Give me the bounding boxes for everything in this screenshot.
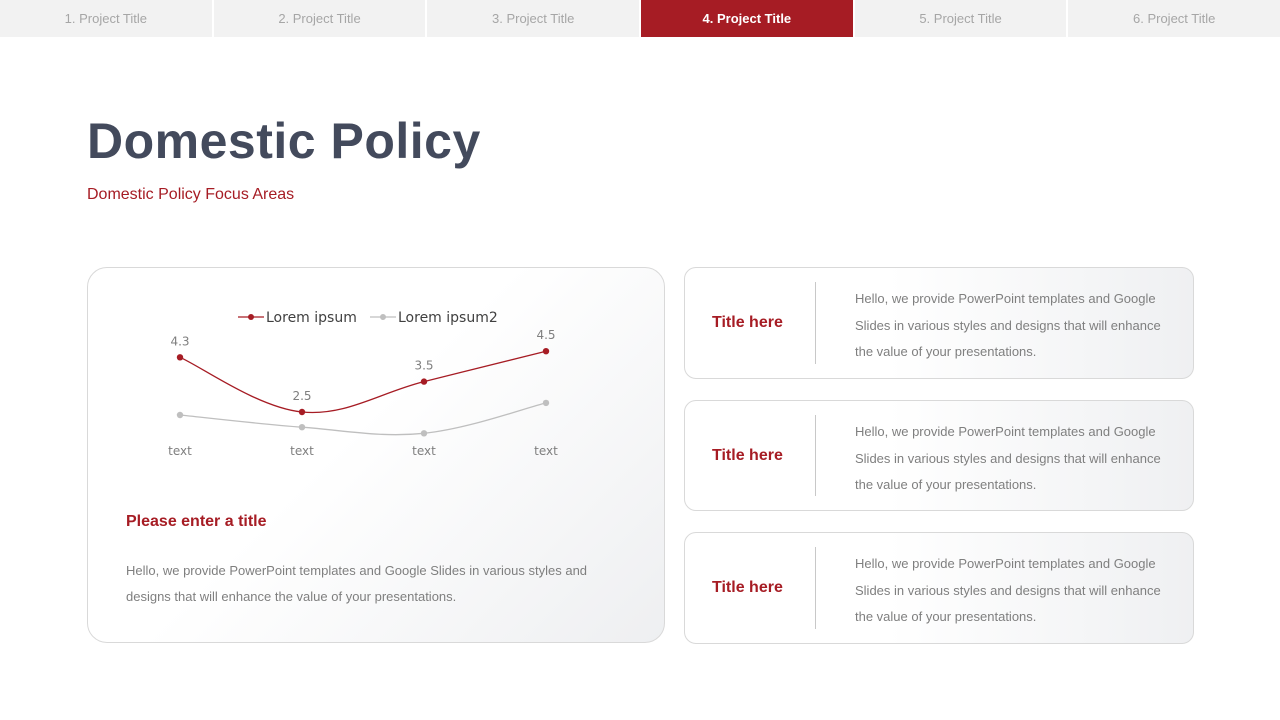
data-point-series-1 [543, 348, 549, 354]
data-label: 2.5 [292, 389, 312, 403]
chart-card-heading: Please enter a title [126, 513, 267, 530]
series-line-2 [180, 403, 546, 435]
divider [815, 415, 816, 496]
data-point-series-1 [299, 409, 305, 415]
tab-project-3[interactable]: 3. Project Title [427, 0, 641, 37]
tab-project-2[interactable]: 2. Project Title [214, 0, 428, 37]
tab-project-4[interactable]: 4. Project Title [641, 0, 855, 37]
info-card-title: Title here [712, 446, 783, 464]
data-label: 3.5 [414, 358, 434, 373]
x-axis-tick-label: text [412, 444, 436, 458]
legend-swatch-marker [248, 314, 254, 320]
page-subtitle: Domestic Policy Focus Areas [87, 186, 295, 203]
x-axis-tick-label: text [290, 444, 314, 458]
page-title: Domestic Policy [87, 113, 481, 169]
tab-project-1[interactable]: 1. Project Title [0, 0, 214, 37]
info-card-title: Title here [712, 579, 783, 596]
info-card-1 [684, 267, 1194, 379]
series-line-1 [180, 351, 546, 412]
divider [815, 282, 816, 364]
data-point-series-1 [177, 354, 183, 360]
chart-card [87, 267, 665, 643]
line-chart [88, 268, 666, 498]
legend-label: Lorem ipsum [266, 310, 357, 326]
data-point-series-2 [421, 430, 427, 436]
info-card-text: Hello, we provide PowerPoint templates and Google Slides in various styles and designs that will enhance the value of your presentations. [855, 291, 1161, 359]
divider [815, 547, 816, 629]
data-label: 4.3 [170, 334, 190, 349]
chart-card-description: Hello, we provide PowerPoint templates and Google Slides in various styles and designs that will enhance the value of your presentations. [126, 563, 588, 604]
data-label: 4.5 [536, 328, 556, 343]
legend-label: Lorem ipsum2 [398, 310, 498, 326]
data-point-series-2 [177, 412, 183, 418]
info-card-3 [684, 532, 1194, 644]
x-axis-tick-label: text [168, 444, 192, 458]
data-point-series-2 [299, 424, 305, 430]
project-tabs [0, 0, 1280, 37]
info-card-2 [684, 400, 1194, 511]
data-point-series-1 [421, 378, 427, 384]
info-card-text: Hello, we provide PowerPoint templates and Google Slides in various styles and designs that will enhance the value of your presentations. [855, 556, 1161, 624]
tab-project-6[interactable]: 6. Project Title [1068, 0, 1280, 37]
info-card-text: Hello, we provide PowerPoint templates and Google Slides in various styles and designs that will enhance the value of your presentations. [855, 424, 1161, 492]
data-point-series-2 [543, 400, 549, 406]
info-card-title: Title here [712, 314, 783, 331]
tab-project-5[interactable]: 5. Project Title [855, 0, 1069, 37]
legend-swatch-marker [380, 314, 386, 320]
x-axis-tick-label: text [534, 444, 558, 458]
